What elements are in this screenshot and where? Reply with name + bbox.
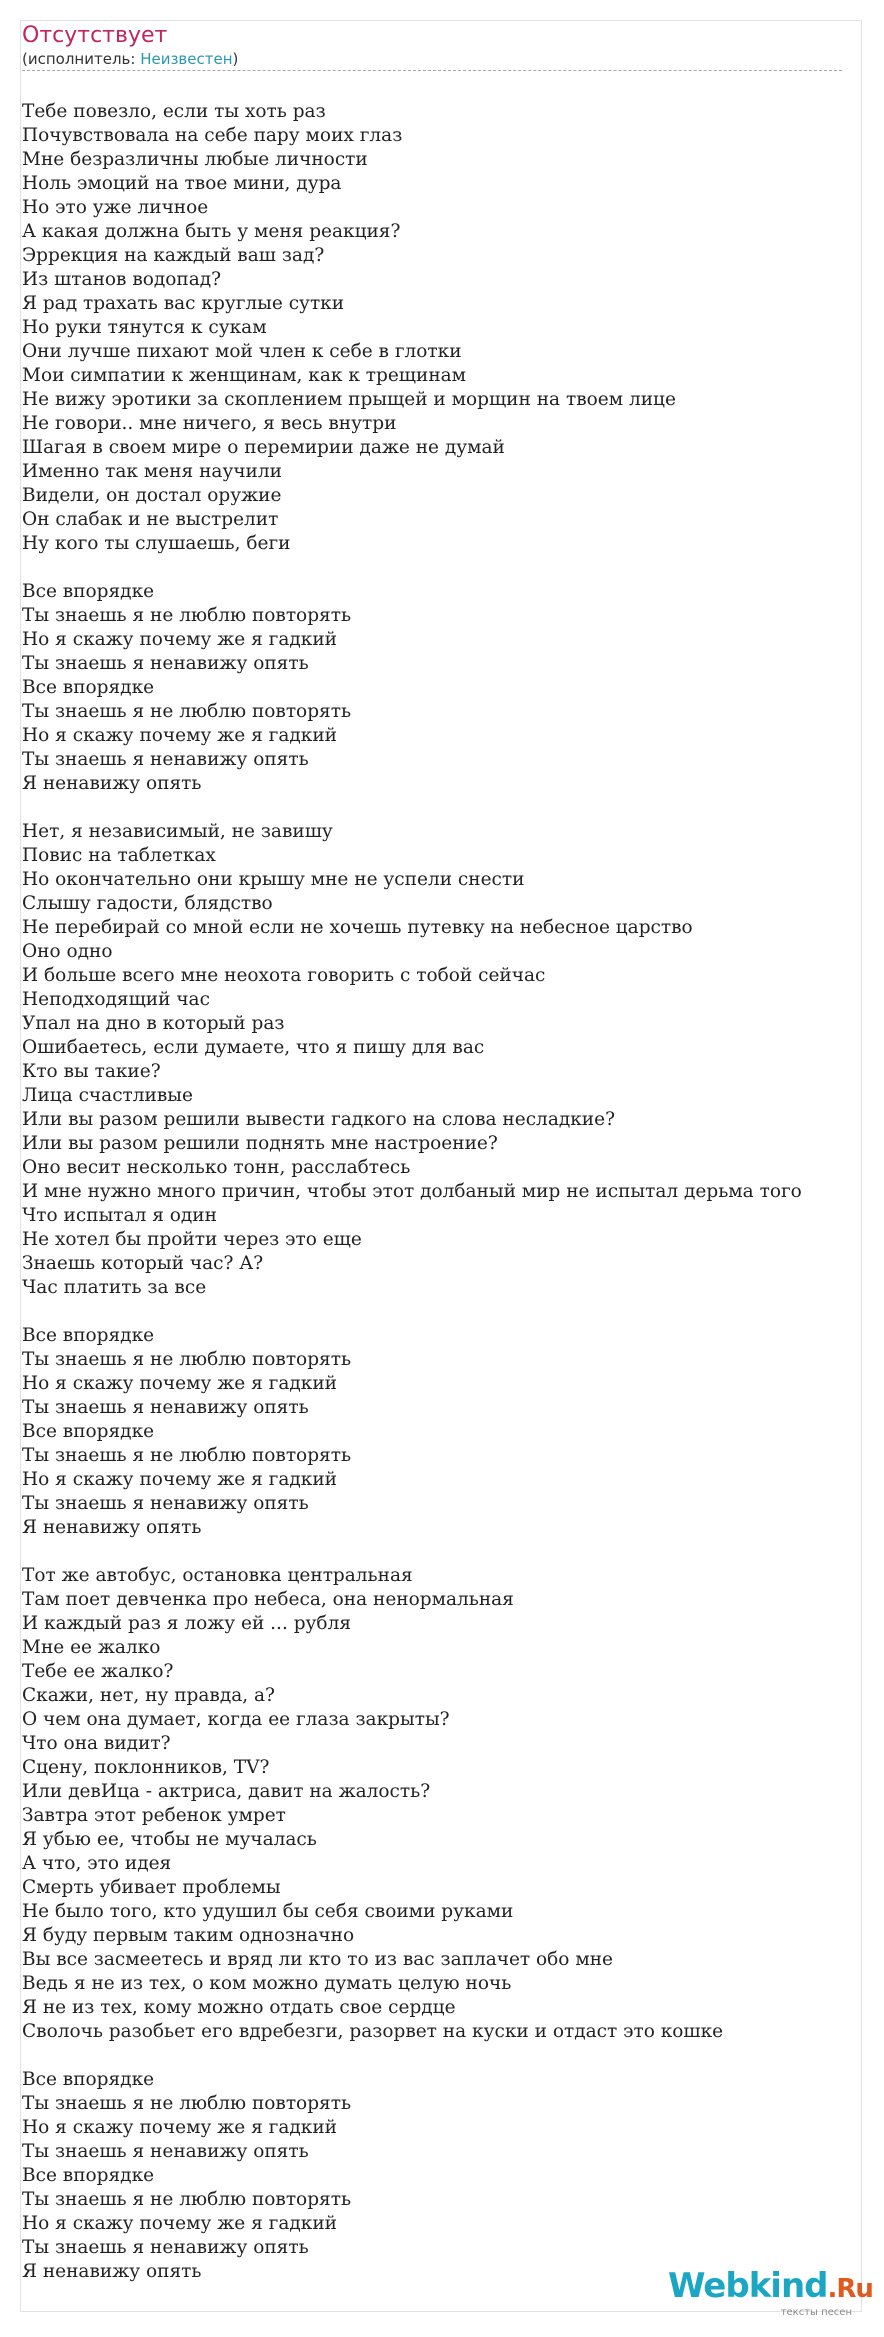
lyric-line: Мне безразличны любые личности: [22, 149, 368, 170]
lyric-line: Ты знаешь я не люблю повторять: [22, 605, 352, 626]
lyric-line: Но я скажу почему же я гадкий: [22, 1469, 337, 1490]
webkind-logo[interactable]: [668, 2266, 873, 2322]
artist-suffix: ): [232, 50, 239, 68]
logo-brand: Webkind: [668, 2266, 828, 2306]
lyric-line: Ты знаешь я ненавижу опять: [22, 1397, 309, 1418]
lyric-line: Тебе ее жалко?: [22, 1661, 174, 1682]
lyric-line: Мне ее жалко: [22, 1637, 161, 1658]
artist-line: [22, 49, 238, 69]
lyric-line: Смерть убивает проблемы: [22, 1877, 281, 1898]
lyric-line: Оно одно: [22, 941, 113, 962]
lyric-line: Ноль эмоций на твое мини, дура: [22, 173, 342, 194]
lyric-line: Я ненавижу опять: [22, 1517, 202, 1538]
lyric-line: Но я скажу почему же я гадкий: [22, 725, 337, 746]
lyric-line: Завтра этот ребенок умрет: [22, 1805, 286, 1826]
lyric-line: А что, это идея: [22, 1853, 172, 1874]
logo-tld: .Ru: [827, 2274, 873, 2304]
lyric-line: Что испытал я один: [22, 1205, 217, 1226]
lyric-line: Но я скажу почему же я гадкий: [22, 2213, 337, 2234]
lyric-line: Видели, он достал оружие: [22, 485, 282, 506]
lyric-line: Ты знаешь я не люблю повторять: [22, 1349, 352, 1370]
lyric-line: Я не из тех, кому можно отдать свое сердце: [22, 1997, 456, 2018]
lyric-line: Или вы разом решили вывести гадкого на слова несладкие?: [22, 1109, 615, 1130]
lyric-line: Или вы разом решили поднять мне настроение?: [22, 1133, 498, 1154]
lyric-line: Ты знаешь я ненавижу опять: [22, 653, 309, 674]
lyric-line: Но я скажу почему же я гадкий: [22, 1373, 337, 1394]
lyric-line: Слышу гадости, блядство: [22, 893, 273, 914]
lyric-line: Шагая в своем мире о перемирии даже не думай: [22, 437, 505, 458]
lyric-line: Тебе повезло, если ты хоть раз: [22, 101, 326, 122]
lyric-line: Но это уже личное: [22, 197, 209, 218]
stanza-break: [22, 796, 884, 820]
lyric-line: Я убью ее, чтобы не мучалась: [22, 1829, 317, 1850]
lyric-line: Сцену, поклонников, TV?: [22, 1757, 270, 1778]
lyric-line: Неподходящий час: [22, 989, 210, 1010]
lyric-line: Оно весит несколько тонн, расслабтесь: [22, 1157, 411, 1178]
lyric-line: Мои симпатии к женщинам, как к трещинам: [22, 365, 467, 386]
lyric-line: Но я скажу почему же я гадкий: [22, 2117, 337, 2138]
lyric-line: Все впорядке: [22, 2165, 155, 2186]
lyric-line: Скажи, нет, ну правда, а?: [22, 1685, 275, 1706]
lyric-line: Ты знаешь я ненавижу опять: [22, 2141, 309, 2162]
lyric-line: Почувствовала на себе пару моих глаз: [22, 125, 403, 146]
lyric-line: Все впорядке: [22, 1421, 155, 1442]
lyric-line: Сволочь разобьет его вдребезги, разорвет на куски и отдаст это кошке: [22, 2021, 724, 2042]
lyric-line: Я рад трахать вас круглые сутки: [22, 293, 345, 314]
lyric-line: И каждый раз я ложу ей ... рубля: [22, 1613, 351, 1634]
lyric-line: Он слабак и не выстрелит: [22, 509, 279, 530]
lyric-line: Не перебирай со мной если не хочешь путевку на небесное царство: [22, 917, 693, 938]
lyric-line: Эррекция на каждый ваш зад?: [22, 245, 325, 266]
lyric-line: Но я скажу почему же я гадкий: [22, 629, 337, 650]
lyric-line: Ну кого ты слушаешь, беги: [22, 533, 291, 554]
lyric-line: Ты знаешь я не люблю повторять: [22, 2093, 352, 2114]
lyric-line: Они лучше пихают мой член к себе в глотки: [22, 341, 462, 362]
song-title: Отсутствует: [22, 23, 168, 48]
logo-wordmark: [668, 2266, 873, 2307]
lyric-line: Знаешь который час? А?: [22, 1253, 264, 1274]
lyric-line: Или девИца - актриса, давит на жалость?: [22, 1781, 431, 1802]
lyric-line: Вы все засмеетесь и вряд ли кто то из вас заплачет обо мне: [22, 1949, 613, 1970]
lyric-line: И мне нужно много причин, чтобы этот долбаный мир не испытал дерьма того: [22, 1181, 802, 1202]
lyric-line: Не хотел бы пройти через это еще: [22, 1229, 362, 1250]
lyric-line: Кто вы такие?: [22, 1061, 161, 1082]
lyric-line: Ты знаешь я не люблю повторять: [22, 1445, 352, 1466]
lyric-line: Ошибаетесь, если думаете, что я пишу для вас: [22, 1037, 485, 1058]
lyric-line: Ты знаешь я ненавижу опять: [22, 749, 309, 770]
lyric-line: Ты знаешь я не люблю повторять: [22, 2189, 352, 2210]
lyric-line: Нет, я независимый, не завишу: [22, 821, 333, 842]
lyric-line: И больше всего мне неохота говорить с тобой сейчас: [22, 965, 546, 986]
lyric-line: Ты знаешь я ненавижу опять: [22, 2237, 309, 2258]
lyric-line: Не вижу эротики за скоплением прыщей и морщин на твоем лице: [22, 389, 676, 410]
lyric-line: Но руки тянутся к сукам: [22, 317, 267, 338]
lyric-line: О чем она думает, когда ее глаза закрыты?: [22, 1709, 450, 1730]
lyric-line: Упал на дно в который раз: [22, 1013, 285, 1034]
lyric-line: Именно так меня научили: [22, 461, 282, 482]
stanza-break: [22, 2044, 884, 2068]
lyrics-text: [22, 100, 884, 2284]
lyric-line: Не было того, кто удушил бы себя своими руками: [22, 1901, 514, 1922]
lyric-line: Я буду первым таким однозначно: [22, 1925, 355, 1946]
lyric-line: Все впорядке: [22, 1325, 155, 1346]
logo-tagline: тексты песен: [780, 2307, 852, 2318]
lyric-line: Что она видит?: [22, 1733, 171, 1754]
lyric-line: Я ненавижу опять: [22, 773, 202, 794]
lyric-line: Все впорядке: [22, 581, 155, 602]
artist-prefix: (исполнитель:: [22, 50, 141, 68]
stanza-break: [22, 1540, 884, 1564]
lyric-line: Все впорядке: [22, 2069, 155, 2090]
lyric-line: Не говори.. мне ничего, я весь внутри: [22, 413, 397, 434]
lyric-line: Ведь я не из тех, о ком можно думать целую ночь: [22, 1973, 512, 1994]
lyric-line: Но окончательно они крышу мне не успели снести: [22, 869, 525, 890]
lyric-line: Все впорядке: [22, 677, 155, 698]
lyric-line: Повис на таблетках: [22, 845, 216, 866]
lyric-line: Ты знаешь я не люблю повторять: [22, 701, 352, 722]
title-divider: [22, 70, 842, 71]
artist-link[interactable]: Неизвестен: [140, 50, 233, 68]
lyric-line: Ты знаешь я ненавижу опять: [22, 1493, 309, 1514]
stanza-break: [22, 556, 884, 580]
stanza-break: [22, 1300, 884, 1324]
lyric-line: Там поет девченка про небеса, она ненормальная: [22, 1589, 514, 1610]
lyric-line: А какая должна быть у меня реакция?: [22, 221, 401, 242]
lyric-line: Я ненавижу опять: [22, 2261, 202, 2282]
lyric-line: Лица счастливые: [22, 1085, 193, 1106]
lyric-line: Тот же автобус, остановка центральная: [22, 1565, 413, 1586]
lyric-line: Час платить за все: [22, 1277, 207, 1298]
lyric-line: Из штанов водопад?: [22, 269, 222, 290]
